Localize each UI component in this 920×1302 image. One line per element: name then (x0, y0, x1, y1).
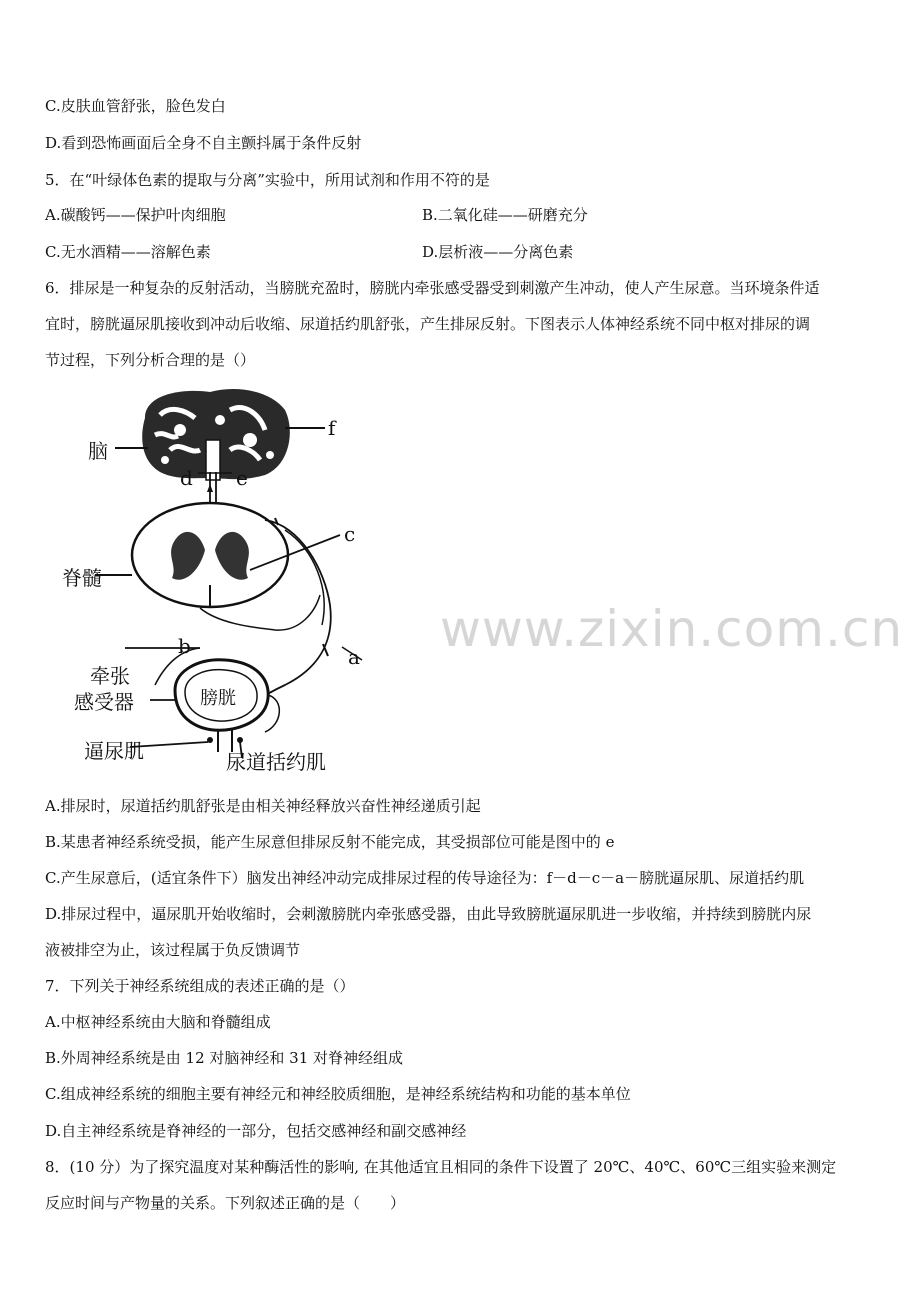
q6-stem-line1: 6．排尿是一种复杂的反射活动，当膀胱充盈时，膀胱内牵张感受器受到刺激产生冲动，使人产生尿意。当环境条件适 (45, 279, 820, 297)
label-c: c (344, 522, 356, 546)
q7-option-c: C.组成神经系统的细胞主要有神经元和神经胶质细胞，是神经系统结构和功能的基本单位 (45, 1085, 631, 1103)
label-stretch-receptor-1: 牵张 (90, 664, 130, 688)
q4-option-d: D.看到恐怖画面后全身不自主颤抖属于条件反射 (45, 134, 362, 152)
q5-option-b: B.二氧化硅——研磨充分 (422, 206, 588, 224)
label-b: b (178, 634, 191, 658)
label-d: d (180, 466, 193, 490)
q5-option-d: D.层析液——分离色素 (422, 243, 574, 261)
q6-option-d-line2: 液被排空为止，该过程属于负反馈调节 (45, 941, 301, 959)
q6-option-a: A.排尿时，尿道括约肌舒张是由相关神经释放兴奋性神经递质引起 (45, 797, 481, 815)
label-detrusor: 逼尿肌 (84, 739, 144, 763)
q5-option-a: A.碳酸钙——保护叶肉细胞 (45, 206, 226, 224)
q6-stem-line2: 宜时，膀胱逼尿肌接收到冲动后收缩、尿道括约肌舒张，产生排尿反射。下图表示人体神经系统不同中枢对排尿的调 (45, 315, 811, 333)
diagram-svg (60, 380, 440, 785)
label-stretch-receptor-2: 感受器 (74, 690, 134, 714)
q6-option-b: B.某患者神经系统受损，能产生尿意但排尿反射不能完成，其受损部位可能是图中的 e (45, 833, 615, 851)
label-e: e (236, 466, 248, 490)
spinal-cord-shape (132, 503, 288, 607)
label-bladder: 膀胱 (200, 688, 236, 709)
label-f: f (328, 416, 336, 440)
q8-stem-line1: 8．(10 分）为了探究温度对某种酶活性的影响, 在其他适宜且相同的条件下设置了 20℃、40℃、60℃三组实验来测定 (45, 1158, 837, 1176)
q7-option-b: B.外周神经系统是由 12 对脑神经和 31 对脊神经组成 (45, 1049, 404, 1067)
urination-reflex-diagram (60, 380, 440, 785)
q7-stem: 7．下列关于神经系统组成的表述正确的是（） (45, 977, 355, 995)
label-spinal-cord: 脊髓 (62, 566, 102, 590)
label-a: a (348, 645, 360, 669)
q5-option-c: C.无水酒精——溶解色素 (45, 243, 211, 261)
q6-option-d-line1: D.排尿过程中，逼尿肌开始收缩时，会刺激膀胱内牵张感受器，由此导致膀胱逼尿肌进一步收缩，并持续到膀胱内尿 (45, 905, 812, 923)
q6-option-c: C.产生尿意后，(适宜条件下）脑发出神经冲动完成排尿过程的传导途径为：f－d－c－a－膀胱逼尿肌、尿道括约肌 (45, 869, 805, 887)
watermark: www.zixin.com.cn (440, 600, 904, 658)
q6-stem-line3: 节过程，下列分析合理的是（） (45, 351, 256, 369)
q5-stem: 5．在“叶绿体色素的提取与分离”实验中，所用试剂和作用不符的是 (45, 171, 490, 189)
q4-option-c: C.皮肤血管舒张，脸色发白 (45, 97, 226, 115)
q7-option-d: D.自主神经系统是脊神经的一部分，包括交感神经和副交感神经 (45, 1122, 467, 1140)
label-brain: 脑 (88, 439, 108, 463)
label-sphincter: 尿道括约肌 (226, 750, 326, 774)
q7-option-a: A.中枢神经系统由大脑和脊髓组成 (45, 1013, 271, 1031)
q8-stem-line2: 反应时间与产物量的关系。下列叙述正确的是（ ） (45, 1194, 406, 1212)
brain-shape (142, 389, 290, 480)
